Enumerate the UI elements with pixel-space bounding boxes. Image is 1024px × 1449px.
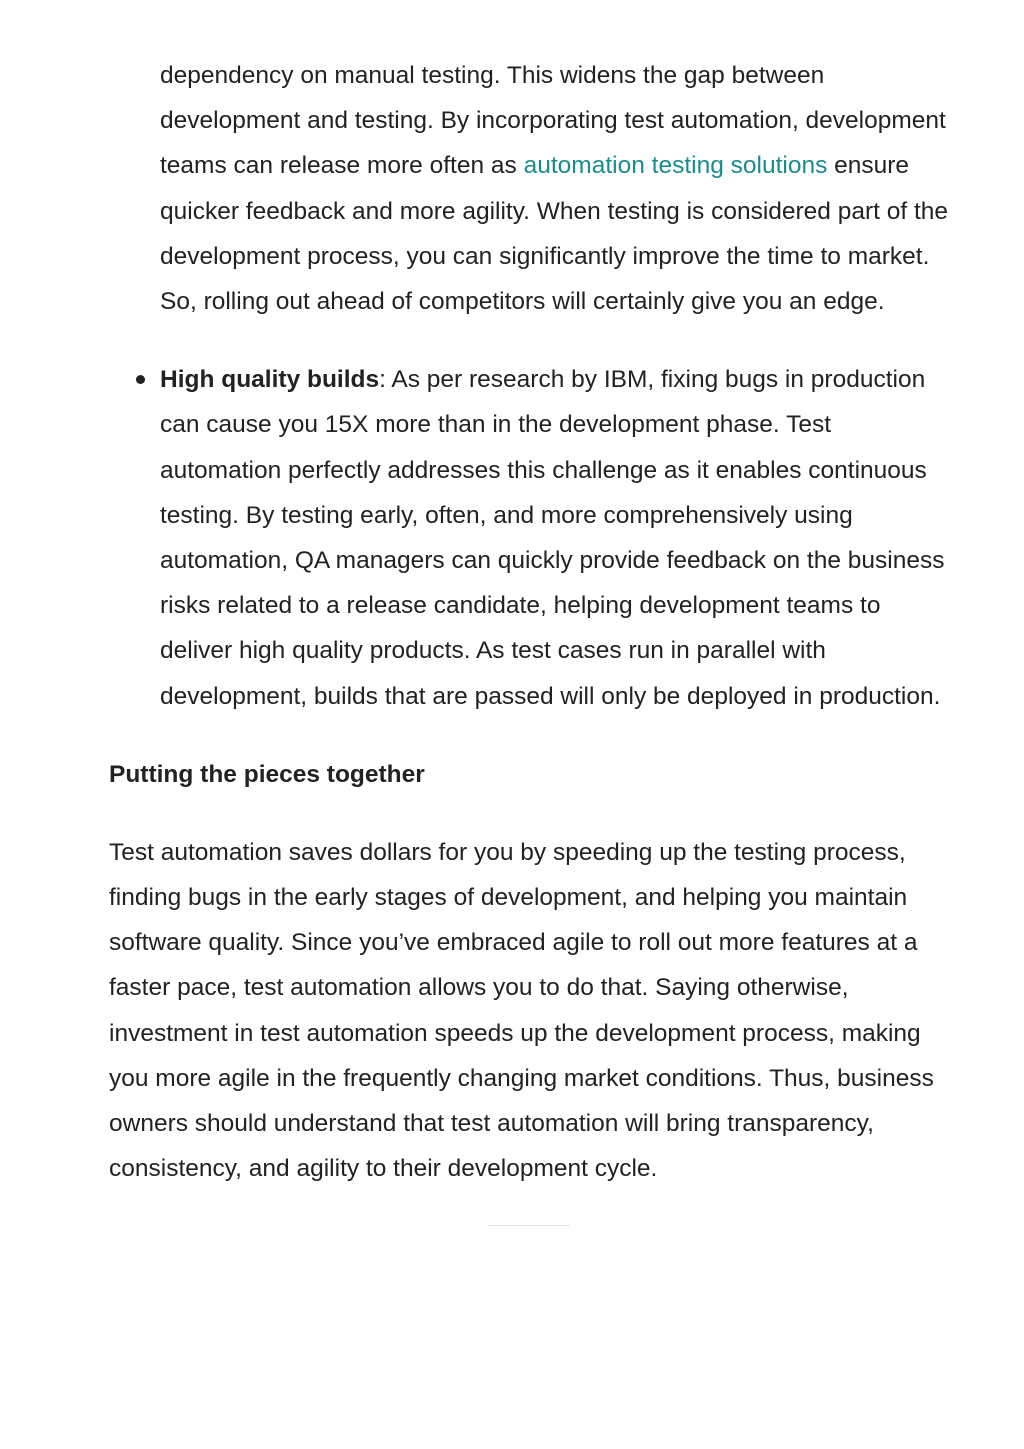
- continued-list-item-paragraph: [160, 53, 949, 324]
- bullet-list: [109, 357, 949, 719]
- divider: [488, 1225, 570, 1226]
- section-heading: Putting the pieces together: [109, 760, 425, 788]
- section-paragraph: Test automation saves dollars for you by speeding up the testing process, finding bugs in the early stages of development, and helping you maintain software quality. Since you’ve embraced agile to roll out more features at a faster pace, test automation allows you to do that. Saying otherwise, investment in test automation speeds up the development process, making you more agile in the frequently changing market conditions. Thus, business owners should understand that test automation will bring transparency, consistency, and agility to their development cycle.: [109, 838, 934, 1183]
- bullet-dot-icon: [136, 375, 145, 384]
- article-content: [109, 53, 949, 1234]
- list-item: [160, 357, 949, 719]
- paragraph-text-before-link: dependency on manual testing. This widens the gap between development and testing. By incorporating test automation, development teams can release more often as: [160, 62, 946, 180]
- list-item-title: High quality builds: [160, 366, 380, 394]
- paragraph-text-after-link: ensure quicker feedback and more agility. When testing is considered part of the development process, you can significantly improve the time to market. So, rolling out ahead of competitors will certainly give you an edge.: [160, 152, 949, 316]
- automation-testing-solutions-link[interactable]: automation testing solutions: [523, 152, 828, 180]
- list-item-text: : As per research by IBM, fixing bugs in production can cause you 15X more than in the development phase. Test automation perfectly addresses this challenge as it enables continuous testing. By testing early, often, and more comprehensively using automation, QA managers can quickly provide feedback on the business risks related to a release candidate, helping development teams to deliver high quality products. As test cases run in parallel with development, builds that are passed will only be deployed in production.: [160, 366, 945, 710]
